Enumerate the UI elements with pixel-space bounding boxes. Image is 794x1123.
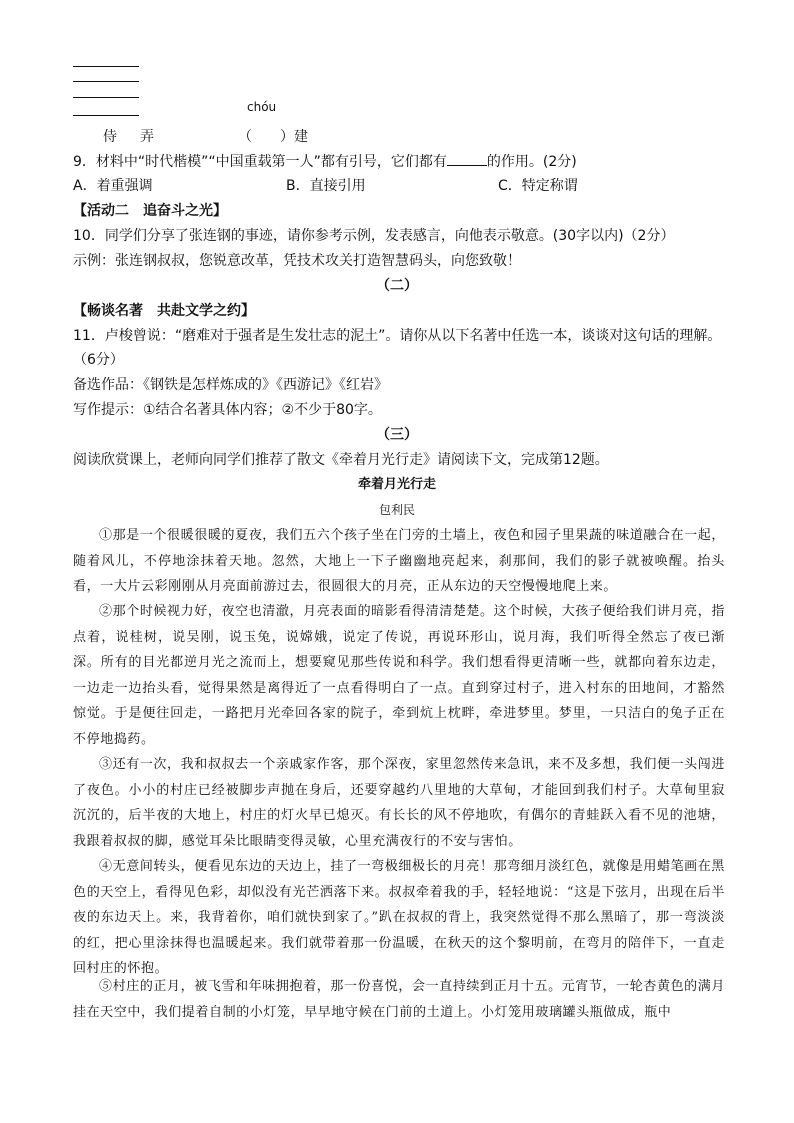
- question-9-option-c[interactable]: C．特定称谓: [498, 178, 578, 194]
- question-11-tips: 写作提示：①结合名著具体内容；②不少于80字。: [73, 402, 382, 418]
- question-9-stem: [73, 151, 577, 172]
- article-paragraph-1: ①那是一个很暖很暖的夏夜，我们五六个孩子坐在门旁的土墙上，夜色和园子里果蔬的味道融合在一起，随着风儿，不停地涂抹着天地。忽然，大地上一下子幽幽地亮起来，刹那间，我们的影子就被唤醒。抬头看，一大片云彩刚刚从月亮面前游过去，很圆很大的月亮，正从东边的天空慢慢地爬上来。: [73, 528, 725, 594]
- reading-intro: 阅读欣赏课上，老师向同学们推荐了散文《牵着月光行走》请阅读下文，完成第12题。: [73, 452, 609, 468]
- question-9-text-before: 9．材料中“时代楷模”“中国重载第一人”都有引号，它们都有: [73, 154, 447, 170]
- word-shi: 侍: [103, 129, 117, 145]
- answer-line[interactable]: [73, 97, 139, 98]
- article-title: 牵着月光行走: [357, 477, 436, 492]
- word-nong: 弄: [140, 129, 154, 145]
- answer-line[interactable]: [73, 81, 139, 82]
- article-paragraph-3: ③还有一次，我和叔叔去一个亲戚家作客，那个深夜，家里忽然传来急讯，来不及多想，我们便一头闯进了夜色。小小的村庄已经被脚步声抛在身后，还要穿越约八里地的大草甸，才能回到我们村子。大草甸里寂沉沉的，后半夜的大地上，村庄的灯火早已熄灭。有长长的风不停地吹，有偶尔的青蛙跃入看不见的池塘，我跟着叔叔的脚，感觉耳朵比眼睛变得灵敏，心里充满夜行的不安与害怕。: [73, 757, 725, 849]
- pinyin-annotation: chóu: [247, 100, 277, 114]
- activity-2-title: 【活动二 追奋斗之光】: [73, 203, 227, 219]
- classics-section-title: 【畅谈名著 共赴文学之约】: [73, 303, 255, 319]
- question-9-blank[interactable]: [447, 151, 487, 166]
- article-author: 包利民: [378, 503, 415, 517]
- section-2-label: （二）: [376, 278, 418, 294]
- question-9-option-b[interactable]: B．直接引用: [286, 178, 366, 194]
- article-paragraph-2: ②那个时候视力好，夜空也清澈，月亮表面的暗影看得清清楚楚。这个时候，大孩子便给我们讲月亮，指点着，说桂树，说吴刚，说玉兔，说嫦娥，说定了传说，再说环形山，说月海，我们听得全然忘了夜已渐深。所有的目光都逆月光之流而上，想要窥见那些传说和科学。我们想看得更清晰一些，就都向着东边走，一边走一边抬头看，觉得果然是离得近了一点看得明白了一点。直到穿过村子，进入村东的田地间，才豁然惊觉。于是便往回走，一路把月光牵回各家的院子，牵到炕上枕畔，牵进梦里。梦里，一只洁白的兔子正在不停地捣药。: [73, 604, 725, 747]
- answer-line[interactable]: [73, 66, 139, 67]
- question-11-stem: 11．卢梭曾说：“磨难对于强者是生发壮志的泥土”。请你从以下名著中任选一本，谈谈对这句话的理解。: [73, 328, 722, 344]
- question-11-works: 备选作品：《钢铁是怎样炼成的》《西游记》《红岩》: [73, 377, 388, 393]
- section-3-label: （三）: [376, 427, 418, 443]
- word-blank-jian[interactable]: （ ）建: [238, 129, 308, 145]
- answer-line[interactable]: [73, 115, 139, 116]
- question-10-example: 示例：张连钢叔叔，您锐意改革，凭技术攻关打造智慧码头，向您致敬！: [73, 253, 521, 269]
- article-paragraph-5: ⑤村庄的正月，被飞雪和年味拥抱着，那一份喜悦，会一直持续到正月十五。元宵节，一轮杏黄色的满月挂在天空中，我们提着自制的小灯笼，早早地守候在门前的土道上。小灯笼用玻璃罐头瓶做成，瓶中: [73, 979, 725, 1020]
- article-paragraph-4: ④无意间转头，便看见东边的天边上，挂了一弯极细极长的月亮！那弯细月淡红色，就像是用蜡笔画在黑色的天空上，看得见色彩，却似没有光芒洒落下来。叔叔牵着我的手，轻轻地说：“这是下弦月，出现在后半夜的东边天上。来，我背着你，咱们就快到家了。”趴在叔叔的背上，我突然觉得不那么黑暗了，那一弯淡淡的红，把心里涂抹得也温暖起来。我们就带着那一份温暖，在秋天的这个黎明前，在弯月的陪伴下，一直走回村庄的怀抱。: [73, 859, 725, 976]
- question-9-text-after: 的作用。(2分): [486, 154, 577, 170]
- question-11-score: （6分）: [73, 352, 124, 368]
- question-10-stem: 10．同学们分享了张连钢的事迹，请你参考示例，发表感言，向他表示敬意。(30字以内)（2分）: [73, 228, 675, 244]
- question-9-option-a[interactable]: A．着重强调: [73, 178, 153, 194]
